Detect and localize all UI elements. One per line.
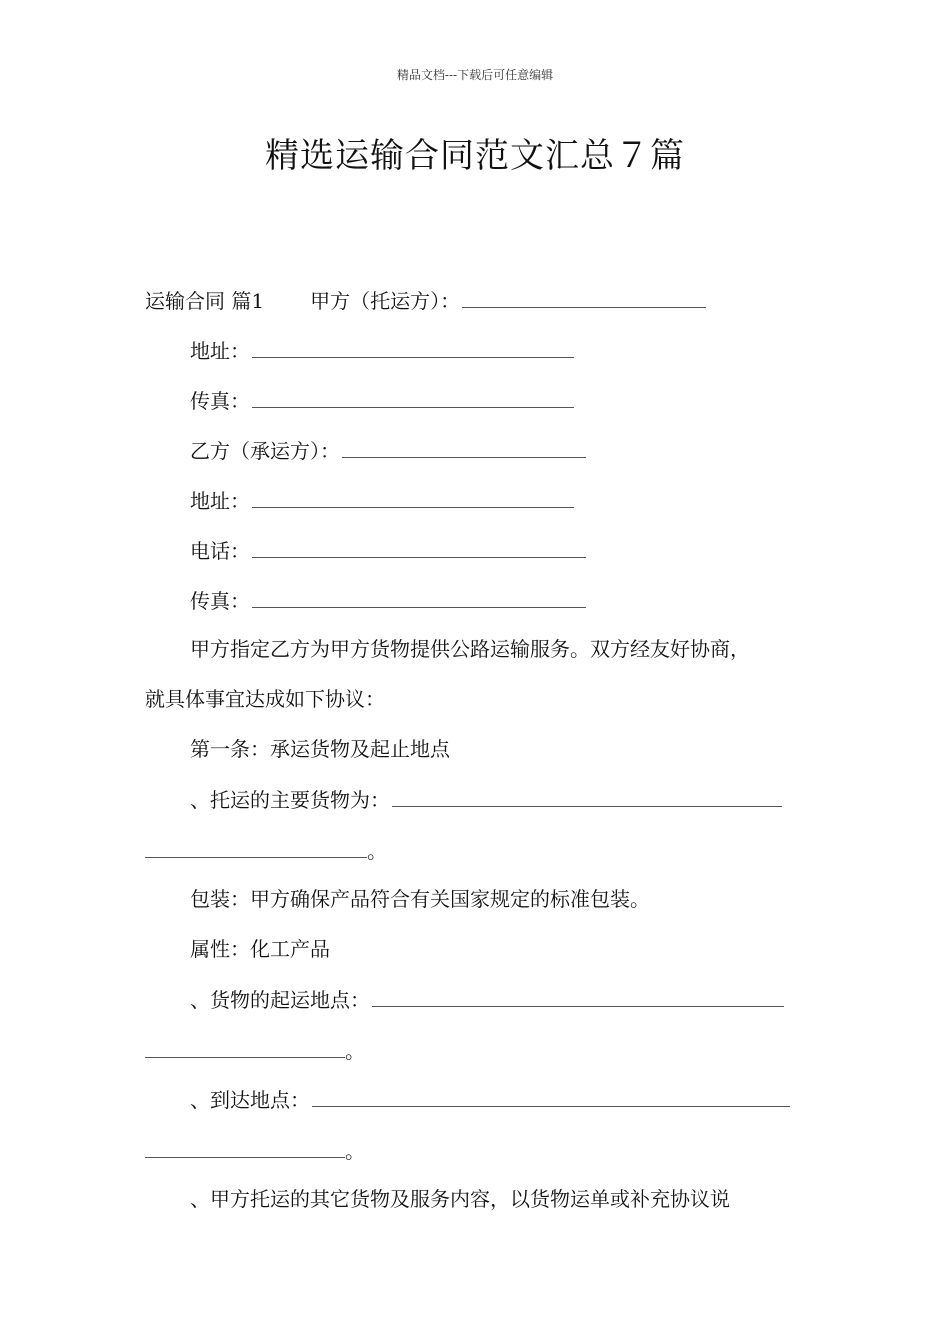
origin-line [190,985,784,1015]
destination-label: 、到达地点： [190,1088,310,1112]
origin-continuation [145,1036,365,1066]
party-b-address-label: 地址： [190,489,250,513]
party-b-blank[interactable] [342,439,586,458]
party-b-address-blank[interactable] [252,489,574,508]
goods-label: 、托运的主要货物为： [190,788,390,812]
period: 。 [345,1039,365,1063]
party-b-fax-line [190,586,586,616]
destination-blank-cont[interactable] [145,1139,345,1158]
intro-paragraph-line1: 甲方指定乙方为甲方货物提供公路运输服务。双方经友好协商， [190,637,750,661]
party-a-label: 甲方（托运方）： [310,289,461,313]
other-goods-line: 、甲方托运的其它货物及服务内容，以货物运单或补充协议说 [190,1187,730,1211]
destination-blank[interactable] [312,1088,790,1107]
goods-line [190,785,782,815]
section-heading: 运输合同 篇1 [145,289,265,313]
party-b-phone-label: 电话： [190,539,250,563]
party-b-label: 乙方（承运方）： [190,439,340,463]
party-a-address-blank[interactable] [252,339,574,358]
goods-blank[interactable] [392,788,782,807]
attribute-line: 属性：化工产品 [190,937,330,961]
party-a-blank[interactable] [462,289,706,308]
party-a-address-line [190,336,574,366]
origin-label: 、货物的起运地点： [190,988,370,1012]
intro-paragraph-line2: 就具体事宜达成如下协议： [145,687,385,711]
party-b-phone-blank[interactable] [252,539,586,558]
party-b-fax-blank[interactable] [252,589,586,608]
party-b-fax-label: 传真： [190,589,250,613]
party-a-address-label: 地址： [190,339,250,363]
party-b-line [190,436,586,466]
party-b-address-line [190,486,574,516]
period: 。 [345,1139,365,1163]
origin-blank-cont[interactable] [145,1039,345,1058]
period: 。 [367,839,387,863]
destination-line [190,1085,790,1115]
document-title: 精选运输合同范文汇总７篇 [265,136,685,176]
header-note: 精品文档---下载后可任意编辑 [396,68,554,82]
party-a-fax-blank[interactable] [252,389,574,408]
destination-continuation [145,1136,365,1166]
party-a-fax-label: 传真： [190,389,250,413]
goods-continuation [145,836,387,866]
article1-title: 第一条：承运货物及起止地点 [190,737,450,761]
party-b-phone-line [190,536,586,566]
packaging-line: 包装：甲方确保产品符合有关国家规定的标准包装。 [190,887,650,911]
goods-blank-cont[interactable] [145,839,367,858]
origin-blank[interactable] [372,988,784,1007]
party-a-fax-line [190,386,574,416]
party-a-line [145,286,706,316]
